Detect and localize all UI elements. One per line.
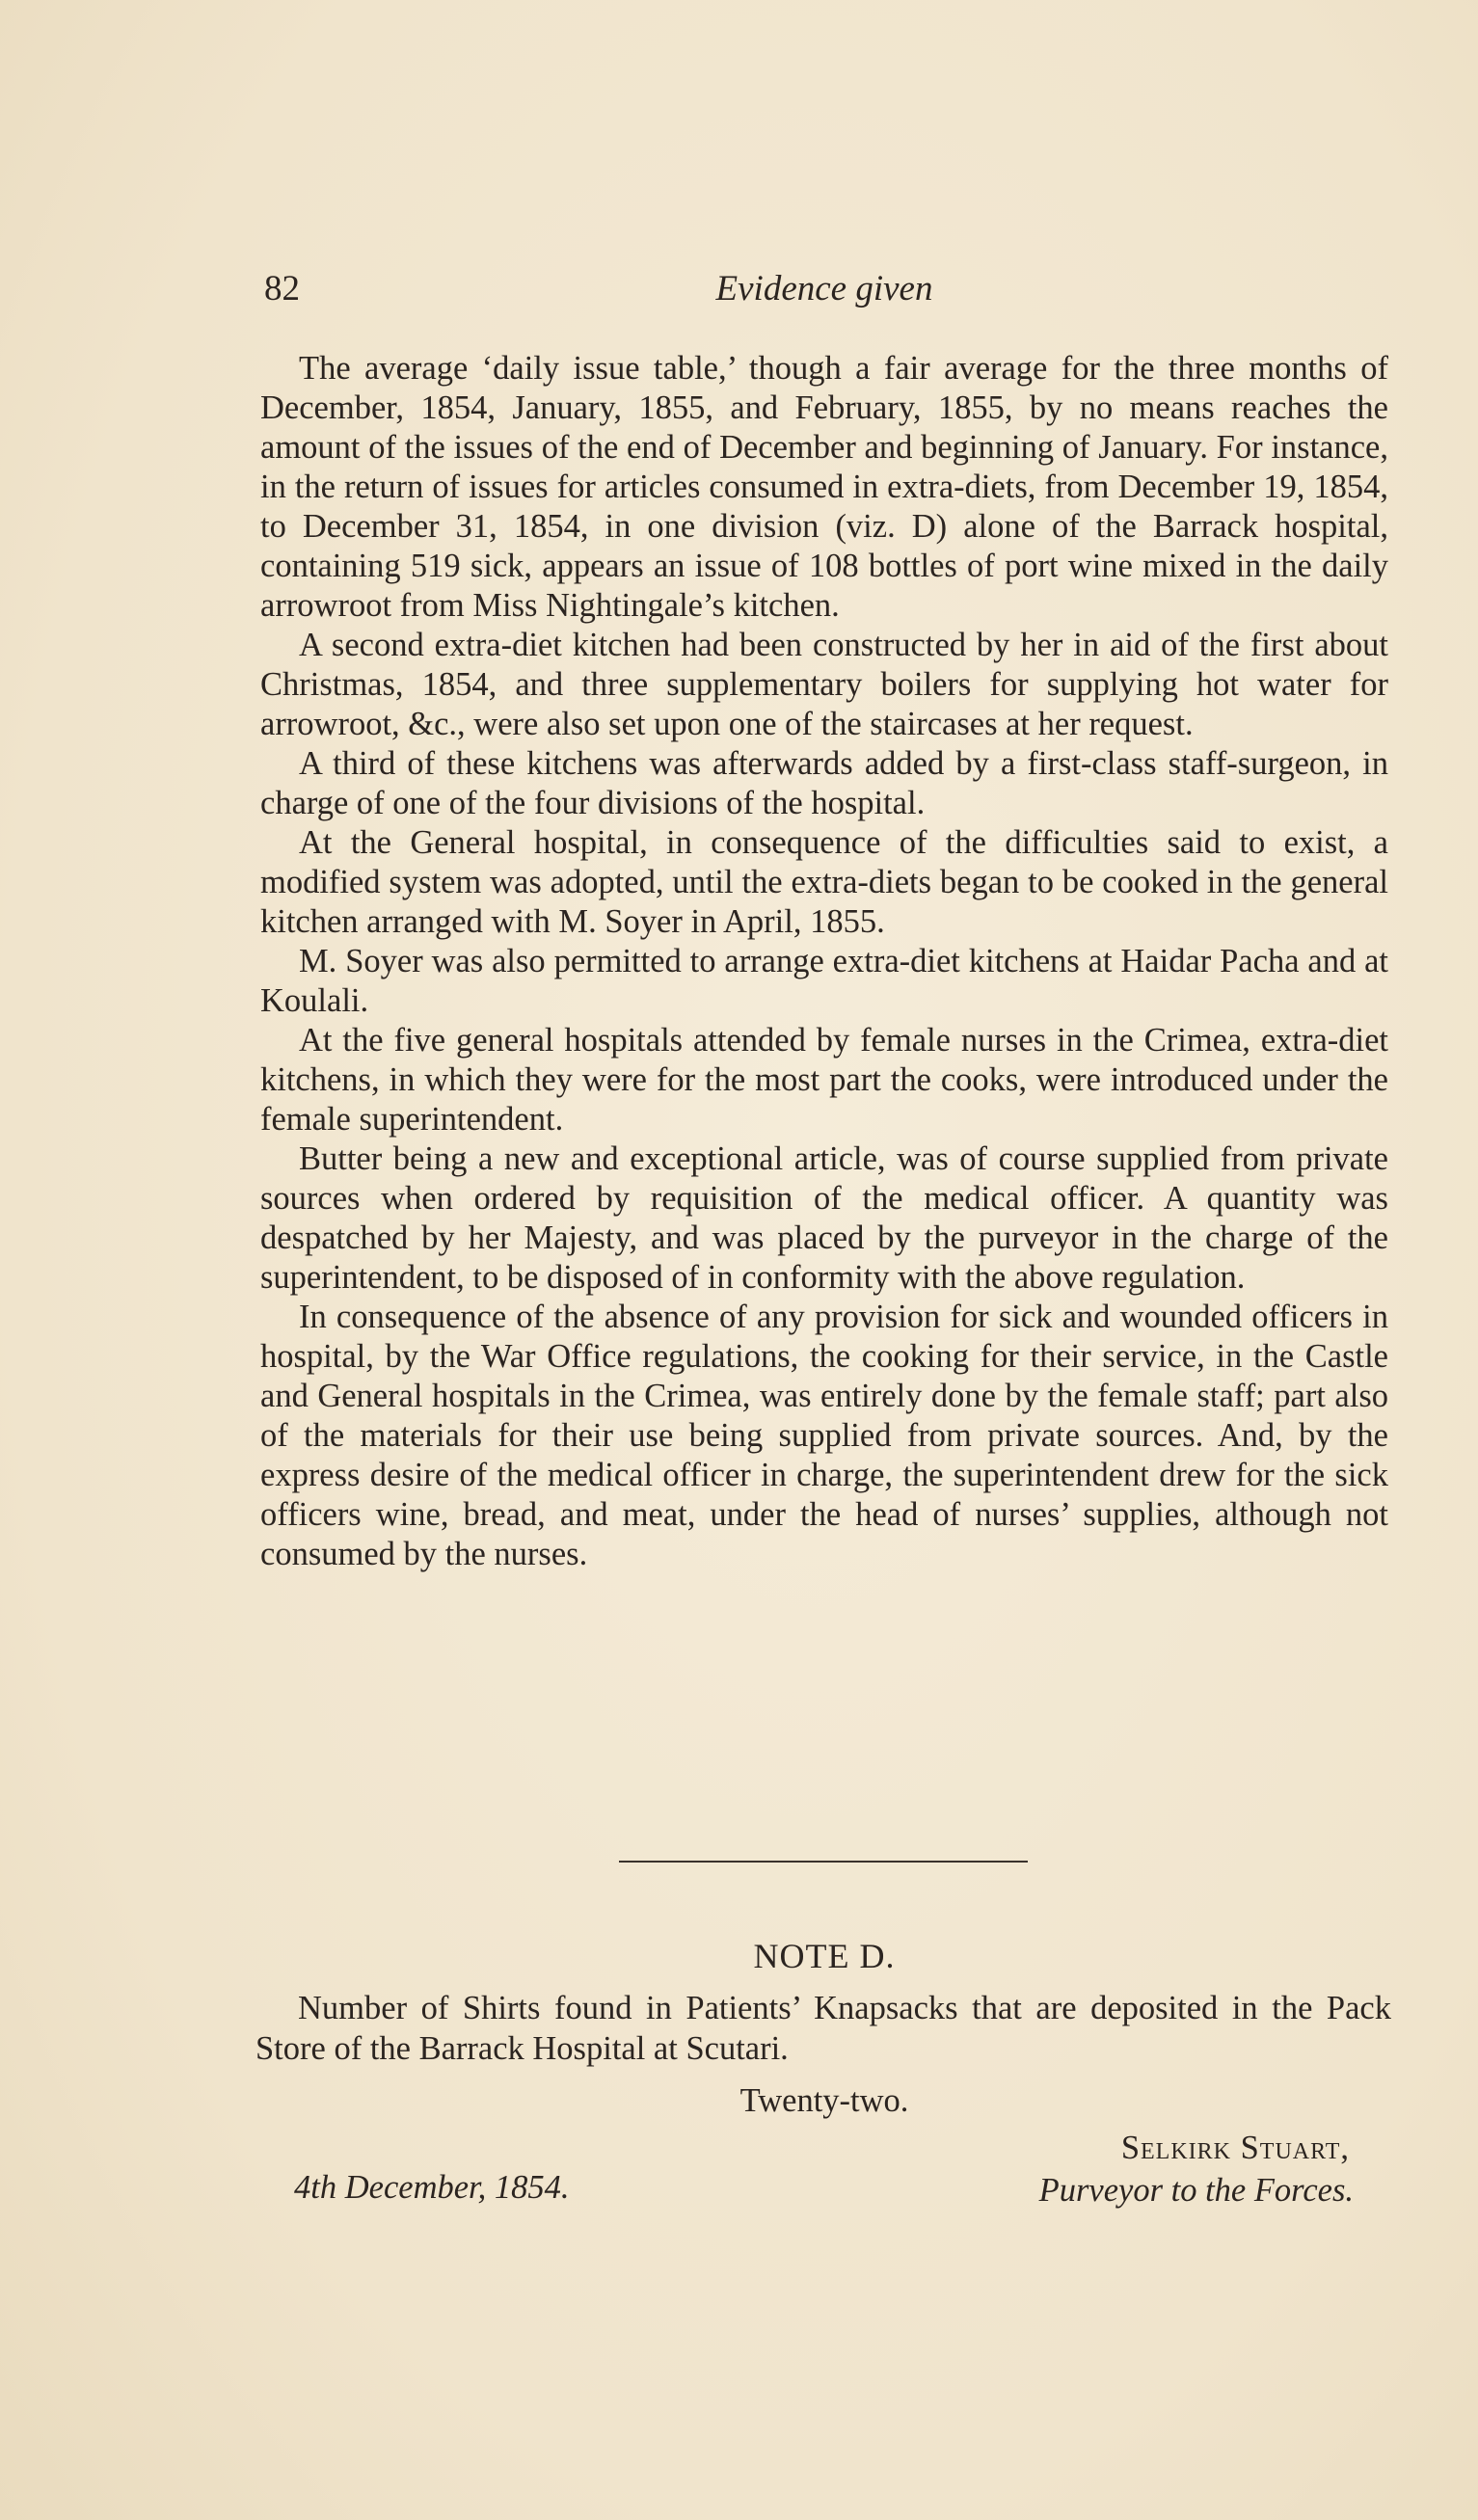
paragraph: M. Soyer was also permitted to arrange extra-diet kitchens at Haidar Pacha and at Koulali. — [260, 943, 1388, 1019]
page-number: 82 — [264, 269, 300, 308]
paragraph: In consequence of the absence of any provision for sick and wounded officers in hospital, by the War Office regulations, the cooking for their service, in the Castle and General hospitals in the Crimea, was entirely done by the female staff; part also of the materials for their use being supplied from private sources. And, by the express desire of the medical officer in charge, the superintendent drew for the sick officers wine, bread, and meat, under the head of nurses’ supplies, although not consumed by the nurses. — [260, 1299, 1388, 1572]
paragraph: The average ‘daily issue table,’ though a fair average for the three months of December, 1854, January, 1855, and February, 1855, by no means reaches the amount of the issues of the end of December and beginning of January. For instance, in the return of issues for articles consumed in extra-diets, from December 19, 1854, to December 31, 1854, in one division (viz. D) alone of the Barrack hospital, containing 519 sick, appears an issue of 108 bottles of port wine mixed in the daily arrowroot from Miss Nightingale’s kitchen. — [260, 350, 1388, 624]
note-title: NOTE D. — [753, 1937, 896, 1975]
note-text: Number of Shirts found in Patients’ Knapsacks that are deposited in the Pack Store of the Barrack Hospital at Scutari. — [255, 1990, 1391, 2067]
signature-name: Selkirk Stuart, — [1120, 2130, 1350, 2166]
paragraph: At the five general hospitals attended by female nurses in the Crimea, extra-diet kitchens, in which they were for the most part the cooks, were introduced under the female superintendent. — [260, 1022, 1388, 1138]
signature-title: Purveyor to the Forces. — [1038, 2172, 1354, 2209]
paragraph: A second extra-diet kitchen had been constructed by her in aid of the first about Christmas, 1854, and three supplementary boilers for supplying hot water for arrowroot, &c., were also set upon one of the staircases at her request. — [260, 627, 1388, 742]
page-header — [260, 268, 1388, 316]
section-divider — [619, 1861, 1028, 1863]
note-answer: Twenty-two. — [739, 2082, 909, 2119]
paragraph: At the General hospital, in consequence of the difficulties said to exist, a modified system was adopted, until the extra-diets began to be cooked in the general kitchen arranged with M. Soyer in April, 1855. — [260, 824, 1388, 940]
paragraph: Butter being a new and exceptional article, was of course supplied from private sources when ordered by requisition of the medical officer. A quantity was despatched by her Majesty, and was placed by the purveyor in the charge of the superintendent, to be disposed of in conformity with the above regulation. — [260, 1140, 1388, 1296]
signature-block — [926, 2127, 1354, 2212]
note-date: 4th December, 1854. — [294, 2169, 570, 2206]
running-head: Evidence given — [715, 269, 933, 308]
paragraph: A third of these kitchens was afterwards added by a first-class staff-surgeon, in charge of one of the four divisions of the hospital. — [260, 745, 1388, 821]
body-text — [260, 349, 1388, 1574]
